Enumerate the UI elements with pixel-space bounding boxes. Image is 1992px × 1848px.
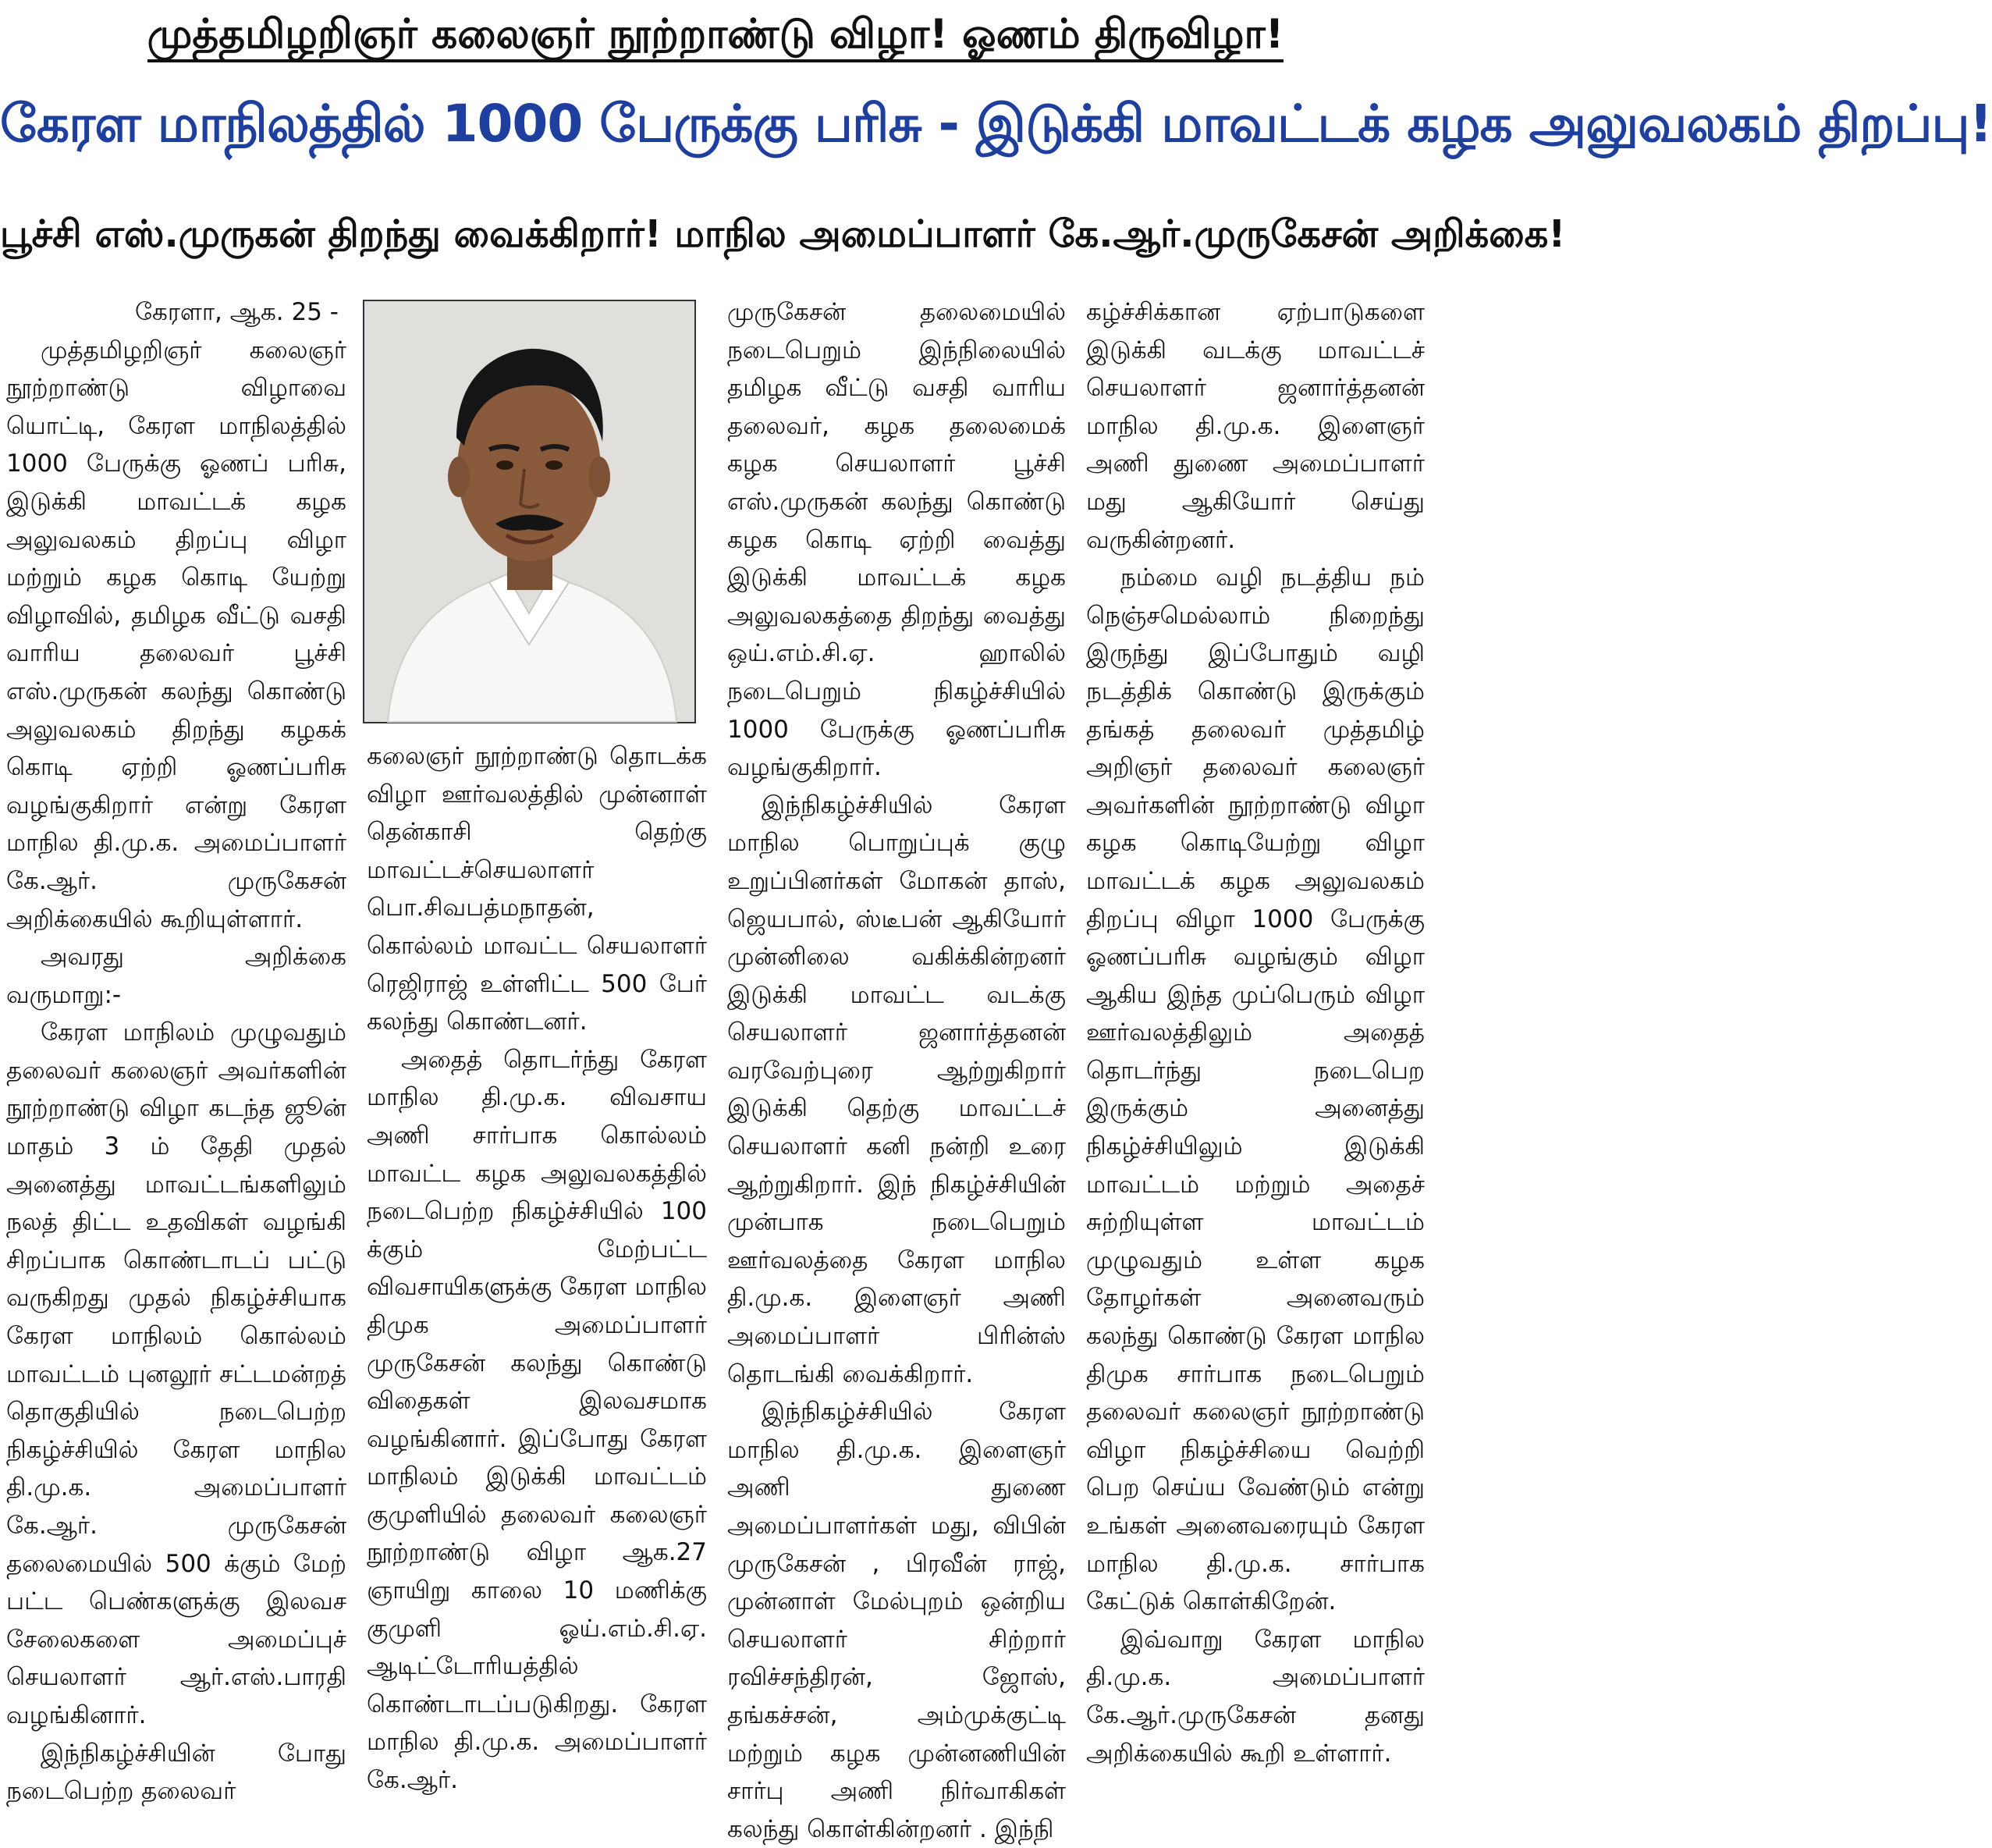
article-column-2 [367,737,707,1837]
paragraph: கேரள மாநிலம் முழுவதும் தலைவர் கலைஞர் அவர்களின் நூற்றாண்டு விழா கடந்த ஜூன் மாதம் 3 ம் தேதி முதல் அனைத்து மாவட்டங்களிலும் நலத் திட்ட உதவிகள் வழங்கி சிறப்பாக கொண்டாடப் பட்டு வருகிறது முதல் நிகழ்ச்சியாக கேரள மாநிலம் கொல்லம் மாவட்டம் புனலூர் சட்டமன்றத் தொகுதியில் நடைபெற்ற நிகழ்ச்சியில் கேரள மாநில தி.மு.க. அமைப்பாளர் கே.ஆர். முருகேசன் தலைமையில் 500 க்கும் மேற் பட்ட பெண்களுக்கு இலவச சேலைகளை அமைப்புச் செயலாளர் ஆர்.எஸ்.பாரதி வழங்கினார். [6,1018,346,1729]
paragraph: இந்நிகழ்ச்சியில் கேரள மாநில தி.மு.க. இளைஞர் அணி துணை அமைப்பாளர்கள் மது, விபின் முருகேசன் , பிரவீன் ராஜ், முன்னாள் மேல்புறம் ஒன்றிய செயலாளர் சிற்றார் ரவிச்சந்திரன், ஜோஸ், தங்கச்சன், அம்முக்குட்டி மற்றும் கழக முன்னணியின் சார்பு அணி நிர்வாகிகள் கலந்து கொள்கின்றனர் . இந்நி [727,1398,1066,1843]
paragraph: முருகேசன் தலைமையில் நடைபெறும் இந்நிலையில் தமிழக வீட்டு வசதி வாரிய தலைவர், கழக தலைமைக் கழக செயலாளர் பூச்சி எஸ்.முருகன் கலந்து கொண்டு கழக கொடி ஏற்றி வைத்து இடுக்கி மாவட்டக் கழக அலுவலகத்தை திறந்து வைத்து ஒய்.எம்.சி.ஏ. ஹாலில் நடைபெறும் நிகழ்ச்சியில் 1000 பேருக்கு ஓணப்பரிசு வழங்குகிறார். [727,298,1066,782]
article-column-1 [6,293,346,1837]
paragraph: கழ்ச்சிக்கான ஏற்பாடுகளை இடுக்கி வடக்கு மாவட்டச் செயலாளர் ஜனார்த்தனன் மாநில தி.மு.க. இளைஞர் அணி துணை அமைப்பாளர் மது ஆகியோர் செய்து வருகின்றனர். [1086,298,1425,554]
portrait-image [364,301,694,722]
kicker-headline [0,11,1431,63]
paragraph: அதைத் தொடர்ந்து கேரள மாநில தி.மு.க. விவசாய அணி சார்பாக கொல்லம் மாவட்ட கழக அலுவலகத்தில் நடைபெற்ற நிகழ்ச்சியில் 100 க்கும் மேற்பட்ட விவசாயிகளுக்கு கேரள மாநில திமுக அமைப்பாளர் முருகேசன் கலந்து கொண்டு விதைகள் இலவசமாக வழங்கினார். இப்போது கேரள மாநிலம் இடுக்கி மாவட்டம் குமுளியில் தலைவர் கலைஞர் நூற்றாண்டு விழா ஆக.27 ஞாயிறு காலை 10 மணிக்கு குமுளி ஓய்.எம்.சி.ஏ. ஆடிட்டோரியத்தில் கொண்டாடப்படுகிறது. கேரள மாநில தி.மு.க. அமைப்பாளர் கே.ஆர். [367,1045,707,1795]
paragraph: இந்நிகழ்ச்சியின் போது நடைபெற்ற தலைவர் [6,1739,346,1806]
paragraph: முத்தமிழறிஞர் கலைஞர் நூற்றாண்டு விழாவை யொட்டி, கேரள மாநிலத்தில் 1000 பேருக்கு ஓணப் பரிசு, இடுக்கி மாவட்டக் கழக அலுவலகம் திறப்பு விழா மற்றும் கழக கொடி யேற்று விழாவில், தமிழக வீட்டு வசதி வாரிய தலைவர் பூச்சி எஸ்.முருகன் கலந்து கொண்டு அலுவலகம் திறந்து கழகக் கொடி ஏற்றி ஓணப்பரிசு வழங்குகிறார் என்று கேரள மாநில தி.மு.க. அமைப்பாளர் கே.ஆர். முருகேசன் அறிக்கையில் கூறியுள்ளார். [6,336,346,933]
article-column-3 [727,293,1066,1843]
paragraph: கலைஞர் நூற்றாண்டு தொடக்க விழா ஊர்வலத்தில் முன்னாள் தென்காசி தெற்கு மாவட்டச்செயலாளர் பொ.சிவபத்மநாதன், கொல்லம் மாவட்ட செயலாளர் ரெஜிராஜ் உள்ளிட்ட 500 பேர் கலந்து கொண்டனர். [367,742,707,1036]
article-column-4 [1086,293,1425,1837]
main-headline: கேரள மாநிலத்தில் 1000 பேருக்கு பரிசு - இடுக்கி மாவட்டக் கழக அலுவலகம் திறப்பு! [0,94,1992,154]
paragraph: நம்மை வழி நடத்திய நம் நெஞ்சமெல்லாம் நிறைந்து இருந்து இப்போதும் வழி நடத்திக் கொண்டு இருக்கும் தங்கத் தலைவர் முத்தமிழ் அறிஞர் தலைவர் கலைஞர் அவர்களின் நூற்றாண்டு விழா கழக கொடியேற்று விழா மாவட்டக் கழக அலுவலகம் திறப்பு விழா 1000 பேருக்கு ஓணப்பரிசு வழங்கும் விழா ஆகிய இந்த முப்பெரும் விழா ஊர்வலத்திலும் அதைத் தொடர்ந்து நடைபெற இருக்கும் அனைத்து நிகழ்ச்சியிலும் இடுக்கி மாவட்டம் மற்றும் அதைச் சுற்றியுள்ள மாவட்டம் முழுவதும் உள்ள கழக தோழர்கள் அனைவரும் கலந்து கொண்டு கேரள மாநில திமுக சார்பாக நடைபெறும் தலைவர் கலைஞர் நூற்றாண்டு விழா நிகழ்ச்சியை வெற்றி பெற செய்ய வேண்டும் என்று உங்கள் அனைவரையும் கேரள மாநில தி.மு.க. சார்பாக கேட்டுக் கொள்கிறேன். [1086,563,1425,1616]
dateline: கேரளா, ஆக. 25 - [135,298,339,326]
sub-headline: பூச்சி எஸ்.முருகன் திறந்து வைக்கிறார்! மாநில அமைப்பாளர் கே.ஆர்.முருகேசன் அறிக்கை! [0,212,1566,256]
portrait-photo [363,300,696,723]
paragraph: அவரது அறிக்கை வருமாறு:- [6,943,346,1009]
kicker-text: முத்தமிழறிஞர் கலைஞர் நூற்றாண்டு விழா! ஓணம் திருவிழா! [147,11,1284,62]
paragraph: இவ்வாறு கேரள மாநில தி.மு.க. அமைப்பாளர் கே.ஆர்.முருகேசன் தனது அறிக்கையில் கூறி உள்ளார். [1086,1625,1425,1768]
paragraph: இந்நிகழ்ச்சியில் கேரள மாநில பொறுப்புக் குழு உறுப்பினர்கள் மோகன் தாஸ், ஜெயபால், ஸ்டீபன் ஆகியோர் முன்னிலை வகிக்கின்றனர் இடுக்கி மாவட்ட வடக்கு செயலாளர் ஜனார்த்தனன் வரவேற்புரை ஆற்றுகிறார் இடுக்கி தெற்கு மாவட்டச் செயலாளர் கனி நன்றி உரை ஆற்றுகிறார். இந் நிகழ்ச்சியின் முன்பாக நடைபெறும் ஊர்வலத்தை கேரள மாநில தி.மு.க. இளைஞர் அணி அமைப்பாளர் பிரின்ஸ் தொடங்கி வைக்கிறார். [727,791,1066,1388]
